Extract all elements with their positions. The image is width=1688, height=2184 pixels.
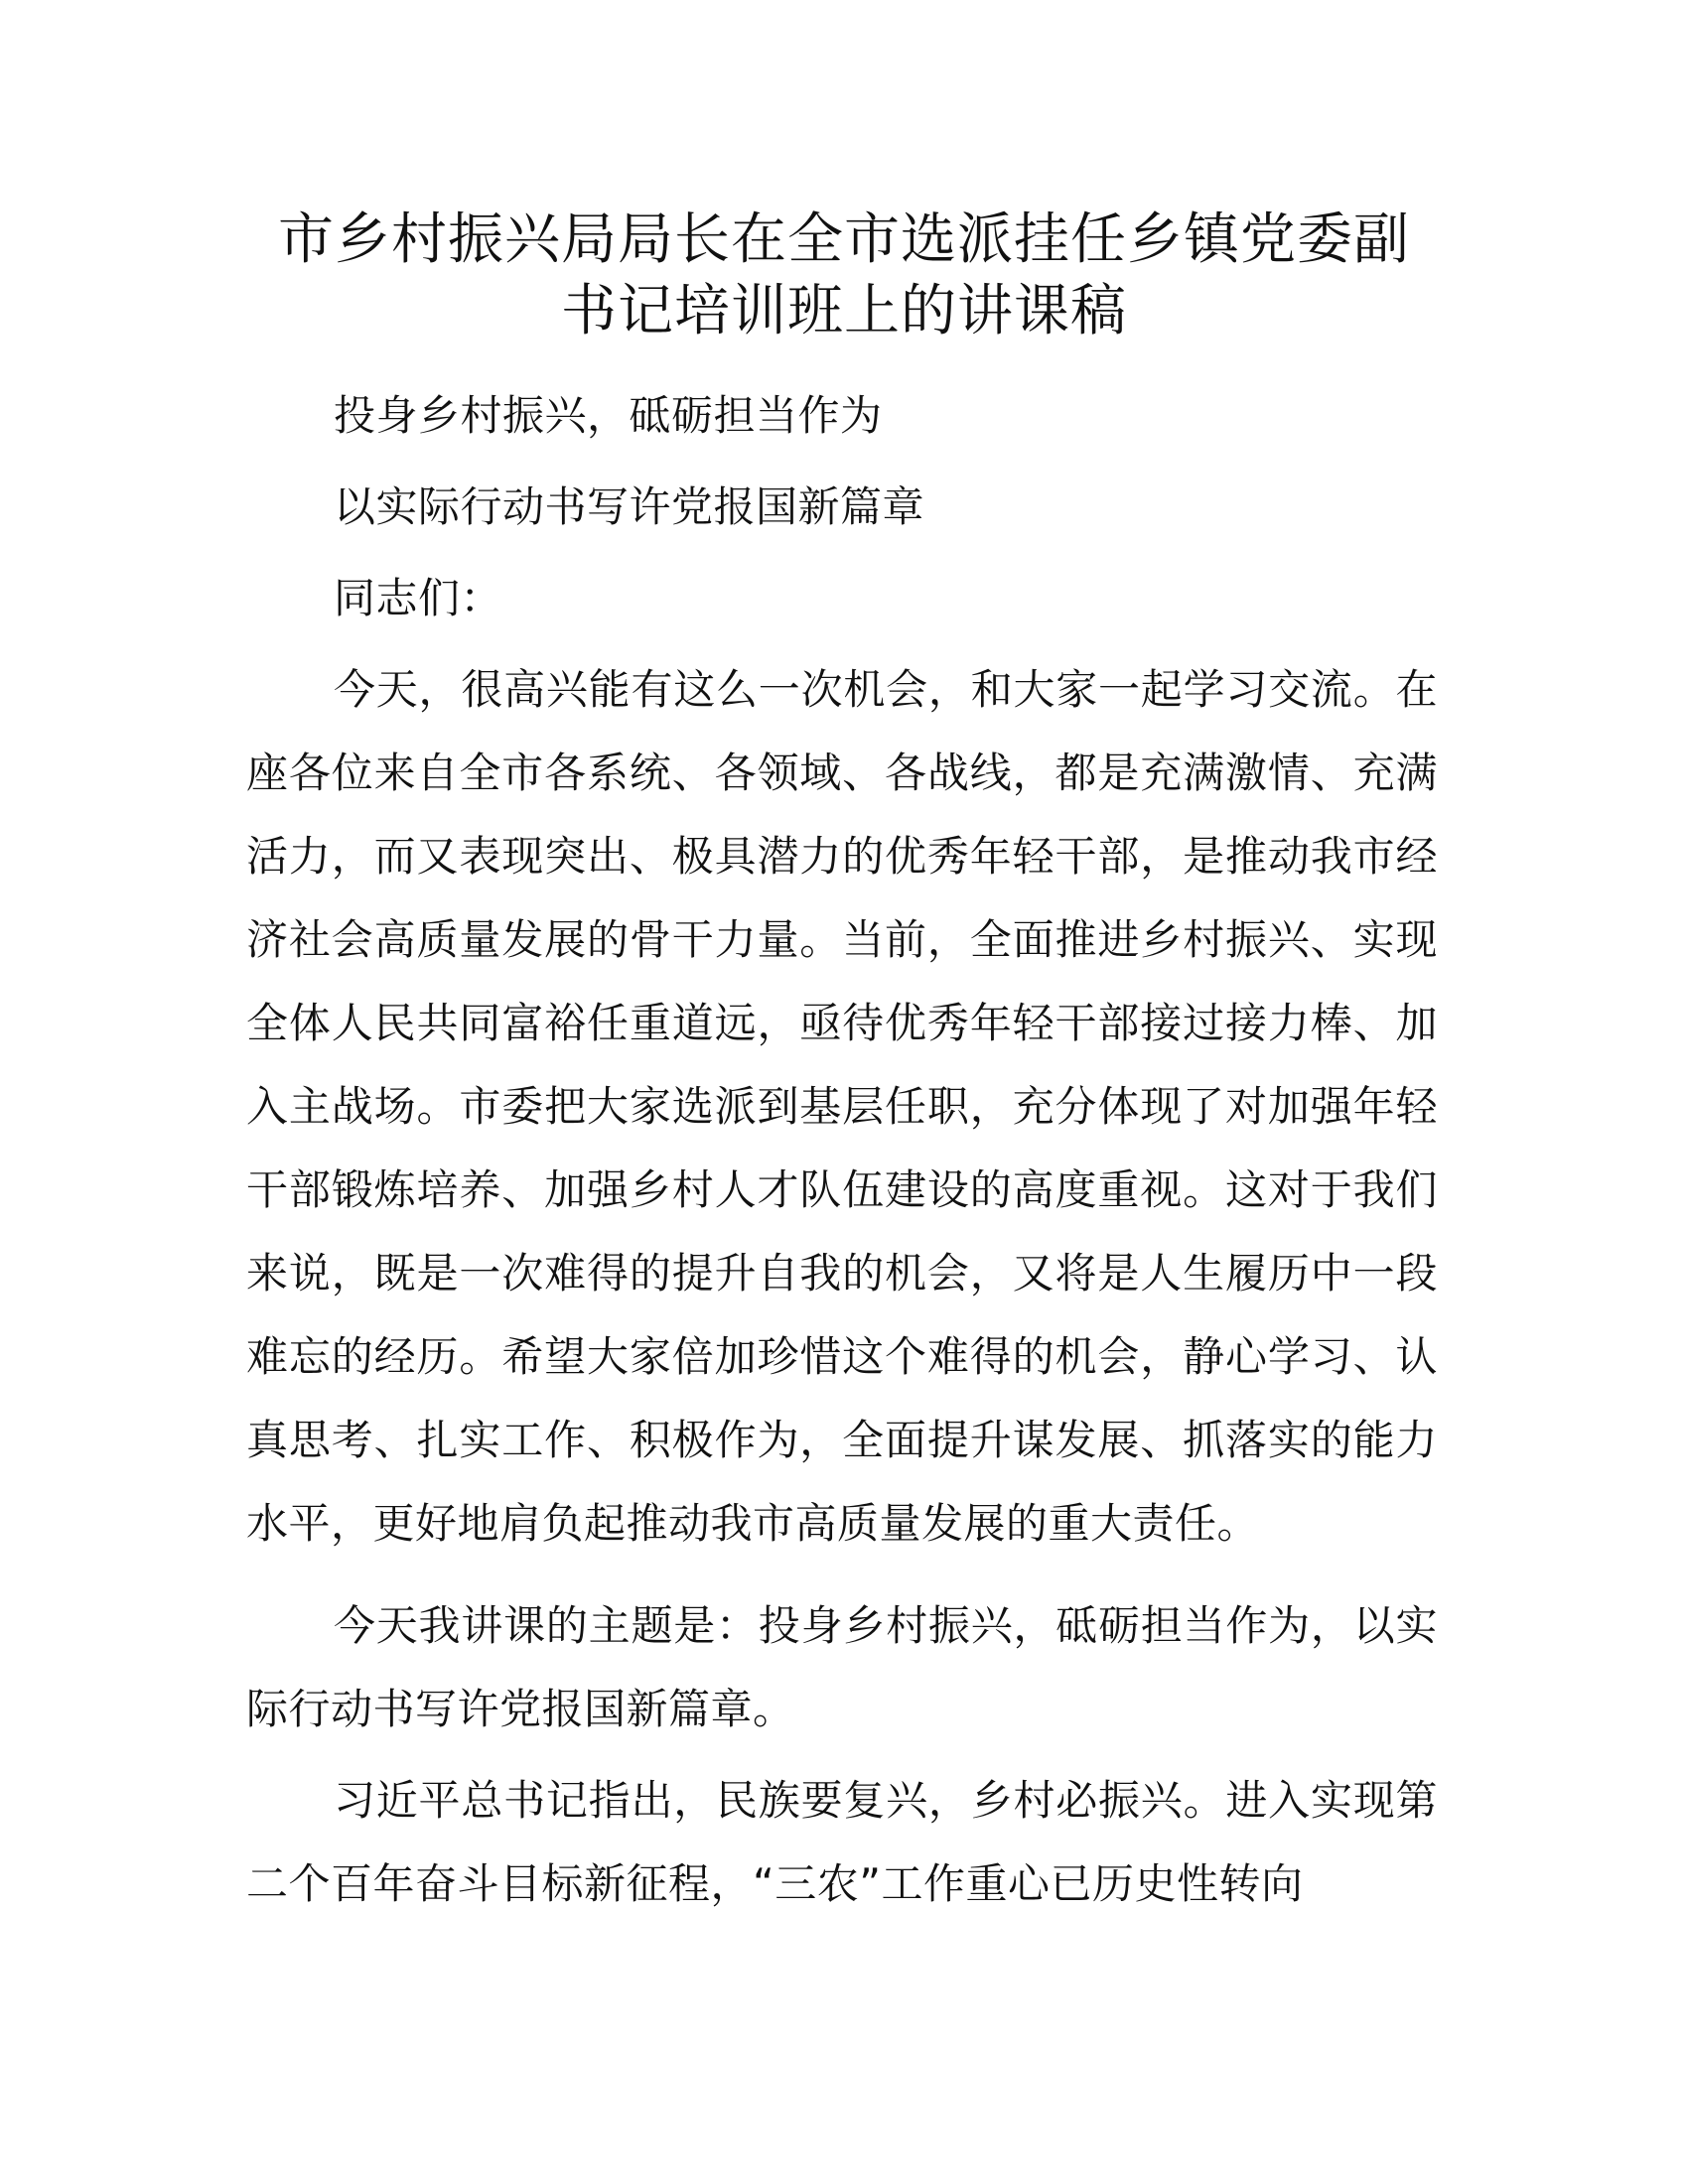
document-title-line-1: 市乡村振兴局局长在全市选派挂任乡镇党委副 — [278, 207, 1410, 272]
document-title-line-2: 书记培训班上的讲课稿 — [561, 279, 1127, 343]
greeting: 同志们： — [334, 574, 503, 622]
paragraph-opening: 今天，很高兴能有这么一次机会，和大家一起学习交流。在座各位来自全市各系统、各领域、各战线，都是充满激情、充满活力，而又表现突出、极具潜力的优秀年轻干部，是推动我市经济社会高质量发展的骨干力量。当前，全面推进乡村振兴、实现全体人民共同富裕任重道远，亟待优秀年轻干部接过接力棒、加入主战场。市委把大家选派到基层任职，充分体现了对加强年轻干部锻炼培养、加强乡村人才队伍建设的高度重视。这对于我们来说，既是一次难得的提升自我的机会，又将是人生履历中一段难忘的经历。希望大家倍加珍惜这个难得的机会，静心学习、认真思考、扎实工作、积极作为，全面提升谋发展、抓落实的能力水平，更好地肩负起推动我市高质量发展的重大责任。 — [246, 665, 1438, 1548]
paragraph-theme: 今天我讲课的主题是：投身乡村振兴，砥砺担当作为，以实际行动书写许党报国新篇章。 — [246, 1601, 1438, 1733]
paragraph-xi-quote: 习近平总书记指出，民族要复兴，乡村必振兴。进入实现第二个百年奋斗目标新征程，“三农”工作重心已历史性转向 — [246, 1776, 1438, 1908]
subtitle-line-2: 以实际行动书写许党报国新篇章 — [334, 482, 925, 531]
subtitle-line-1: 投身乡村振兴，砥砺担当作为 — [334, 391, 883, 440]
